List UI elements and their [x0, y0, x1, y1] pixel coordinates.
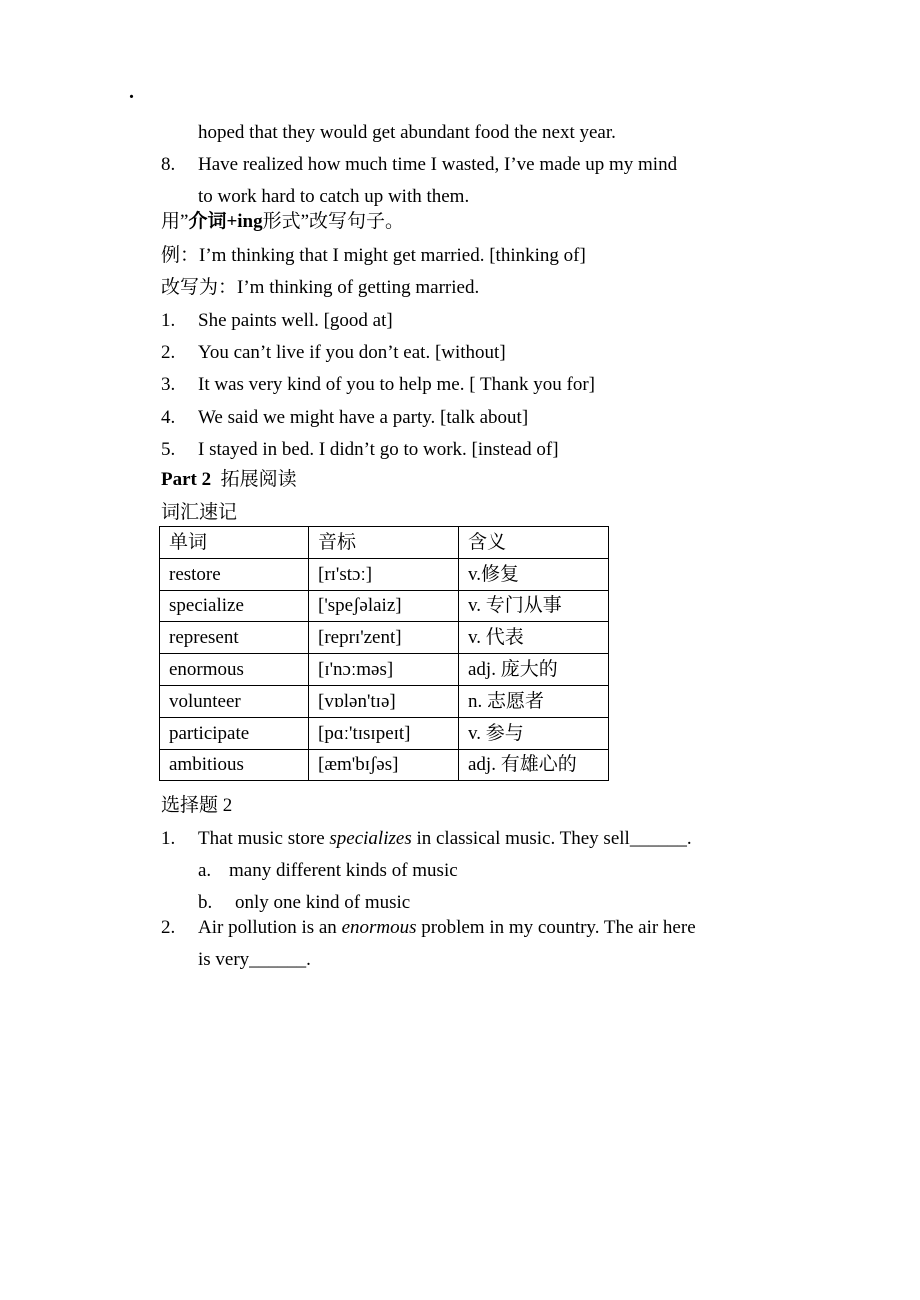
header-phonetic: 音标 — [309, 527, 459, 559]
part2-title — [161, 470, 297, 489]
part2-title-rest: 拓展阅读 — [220, 469, 297, 490]
vocab-heading: 词汇速记 — [161, 502, 238, 523]
rewrite-item-1-number: 1. — [161, 310, 176, 331]
example-text: I’m thinking that I might get married. [thinking of] — [199, 245, 586, 266]
rewrite-item-4-text: We said we might have a party. [talk about] — [198, 407, 529, 428]
instruction-pre: 用” — [161, 211, 189, 232]
cell-phonetic: [vɒlən'tɪə] — [309, 685, 459, 717]
cell-word: volunteer — [160, 685, 309, 717]
answer-text: I’m thinking of getting married. — [237, 277, 480, 298]
header-word: 单词 — [160, 527, 309, 559]
instruction-post: 形式”改写句子。 — [262, 211, 405, 232]
table-row — [160, 654, 609, 686]
q2-pre: Air pollution is an — [198, 917, 342, 938]
item7-continuation: hoped that they would get abundant food the next year. — [198, 122, 616, 143]
question-1-text — [198, 829, 692, 848]
cell-word: participate — [160, 717, 309, 749]
rewrite-item-2-text: You can’t live if you don’t eat. [without] — [198, 342, 506, 363]
item8-line1: Have realized how much time I wasted, I’ve made up my mind — [198, 154, 678, 175]
q1-emphasis: specializes — [329, 828, 412, 849]
item8-line2: to work hard to catch up with them. — [198, 186, 470, 207]
q2-emphasis: enormous — [341, 917, 417, 938]
table-row — [160, 749, 609, 781]
question-2-text — [198, 918, 696, 937]
answer-line — [161, 278, 479, 297]
part2-title-bold: Part 2 — [161, 469, 212, 490]
choice-heading: 选择题 2 — [161, 795, 233, 816]
cell-phonetic: [pɑː'tɪsɪpeɪt] — [309, 717, 459, 749]
rewrite-item-2-number: 2. — [161, 342, 176, 363]
cell-phonetic: ['speʃəlaiz] — [309, 590, 459, 622]
rewrite-item-3-text: It was very kind of you to help me. [ Thank you for] — [198, 374, 595, 395]
question-2-line2: is very______. — [198, 949, 311, 970]
cell-word: enormous — [160, 654, 309, 686]
q1-pre: That music store — [198, 828, 330, 849]
cell-word: specialize — [160, 590, 309, 622]
cell-meaning: v.修复 — [459, 558, 609, 590]
rewrite-item-5-text: I stayed in bed. I didn’t go to work. [instead of] — [198, 439, 559, 460]
cell-phonetic: [ɪ'nɔːməs] — [309, 654, 459, 686]
cell-phonetic: [rɪ'stɔː] — [309, 558, 459, 590]
q1-post: in classical music. They sell______. — [411, 828, 692, 849]
cell-word: represent — [160, 622, 309, 654]
rewrite-item-3-number: 3. — [161, 374, 176, 395]
table-row — [160, 717, 609, 749]
example-label: 例： — [161, 245, 200, 266]
table-row — [160, 622, 609, 654]
table-row — [160, 590, 609, 622]
rewrite-item-5-number: 5. — [161, 439, 176, 460]
table-row — [160, 685, 609, 717]
table-row — [160, 558, 609, 590]
cell-phonetic: [reprɪ'zent] — [309, 622, 459, 654]
rewrite-instruction — [161, 212, 404, 231]
cell-meaning: v. 参与 — [459, 717, 609, 749]
answer-label: 改写为： — [161, 277, 238, 298]
question-2-number: 2. — [161, 917, 176, 938]
q1-option-a-label: a. — [198, 860, 212, 881]
cell-phonetic: [æm'bɪʃəs] — [309, 749, 459, 781]
instruction-bold: 介词+ing — [188, 211, 263, 232]
cell-meaning: v. 代表 — [459, 622, 609, 654]
rewrite-item-4-number: 4. — [161, 407, 176, 428]
question-1-number: 1. — [161, 828, 176, 849]
cell-meaning: v. 专门从事 — [459, 590, 609, 622]
q1-option-b-text: only one kind of music — [235, 892, 411, 913]
q2-post: problem in my country. The air here — [416, 917, 696, 938]
cell-word: ambitious — [160, 749, 309, 781]
rewrite-item-1-text: She paints well. [good at] — [198, 310, 393, 331]
cell-meaning: adj. 有雄心的 — [459, 749, 609, 781]
vocab-table — [159, 526, 609, 781]
table-header-row — [160, 527, 609, 559]
page-marker: . — [129, 81, 134, 103]
cell-meaning: adj. 庞大的 — [459, 654, 609, 686]
item8-number: 8. — [161, 154, 176, 175]
q1-option-b-label: b. — [198, 892, 213, 913]
cell-word: restore — [160, 558, 309, 590]
q1-option-a-text: many different kinds of music — [229, 860, 458, 881]
example-line — [161, 246, 586, 265]
cell-meaning: n. 志愿者 — [459, 685, 609, 717]
header-meaning: 含义 — [459, 527, 609, 559]
